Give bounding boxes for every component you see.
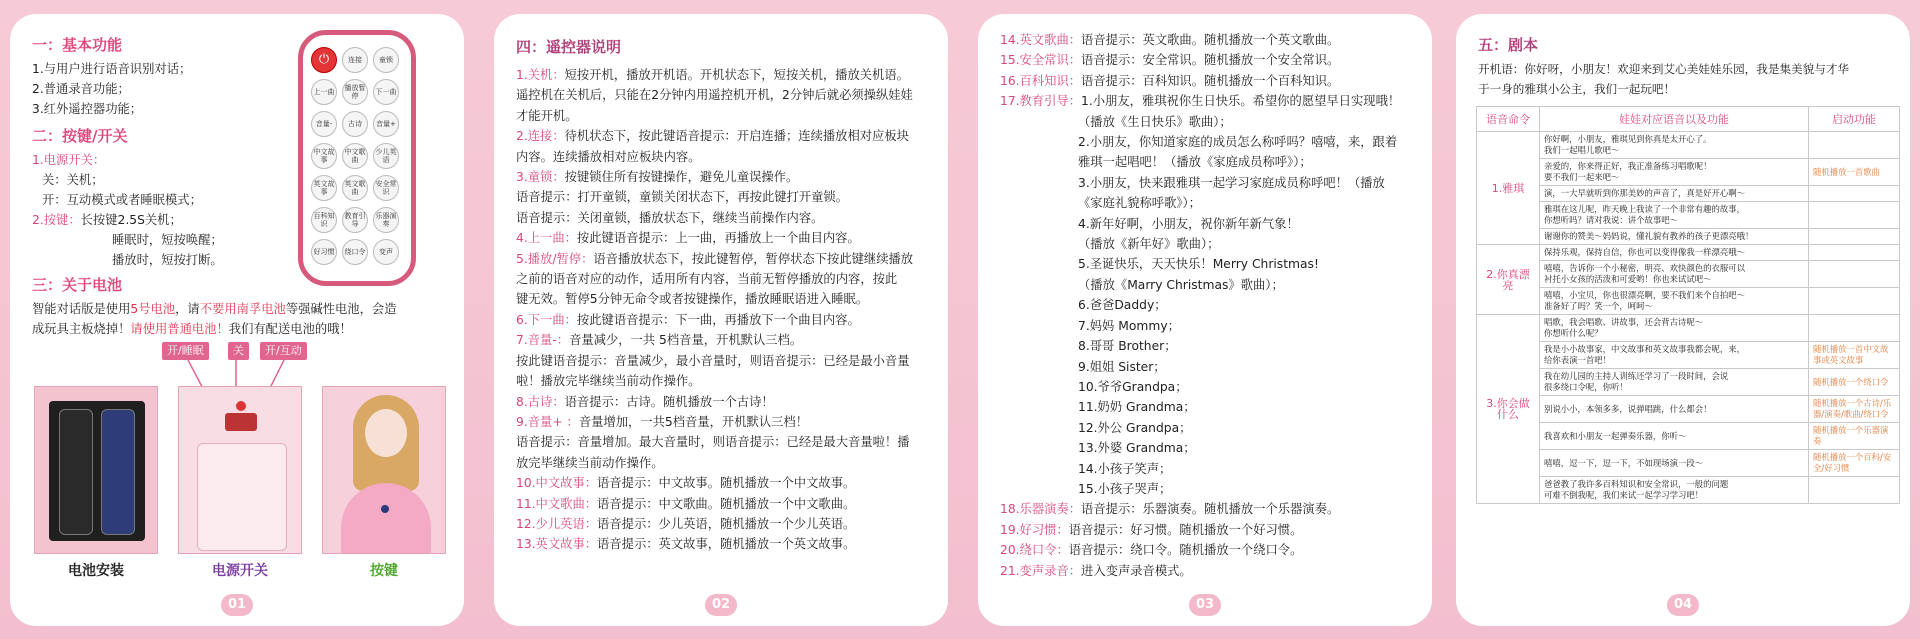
caption-battery-install: 电池安装 xyxy=(68,563,124,579)
instruction-line: 按此键语音提示：音量减少，最小音量时，则语音提示：已经是最小音量 xyxy=(516,353,910,368)
table-row xyxy=(1477,159,1900,186)
doll-response-cell: 保持乐观，保持自信，你也可以变得像我一样漂亮哦～ xyxy=(1540,245,1809,261)
instruction-line: 15.小孩子哭声； xyxy=(1078,481,1172,496)
page-number: 01 xyxy=(221,594,253,616)
remote-button: 安全常识 xyxy=(373,175,399,201)
remote-instructions-continued xyxy=(1000,30,1414,581)
power-off-desc: 关：关机； xyxy=(42,173,104,187)
instruction-line: 21.变声录音：进入变声录音模式。 xyxy=(1000,563,1192,578)
startup-intro-line: 于一身的雅琪小公主，我们一起玩吧！ xyxy=(1478,82,1676,96)
function-cell xyxy=(1809,245,1900,261)
startup-intro-line: 开机语：你好呀，小朋友！欢迎来到艾心美娃娃乐园，我是集美貌与才华 xyxy=(1478,62,1850,76)
instruction-line: 3.小朋友，快来跟雅琪一起学习家庭成员称呼吧！（播放 xyxy=(1078,175,1385,190)
page-2 xyxy=(494,14,948,626)
table-row xyxy=(1477,245,1900,261)
page-number: 02 xyxy=(705,594,737,616)
instruction-line: 16.百科知识：语音提示：百科知识。随机播放一个百科知识。 xyxy=(1000,73,1340,88)
battery-install-photo xyxy=(34,386,158,554)
function-cell: 随机播放一首歌曲 xyxy=(1809,159,1900,186)
function-cell xyxy=(1809,477,1900,504)
remote-button: 英文故事 xyxy=(311,175,337,201)
instruction-line: 7.音量-：音量减少，一共 5档音量，开机默认三档。 xyxy=(516,333,803,348)
doll-key-photo xyxy=(322,386,446,554)
basic-item: 3.红外遥控器功能； xyxy=(32,102,143,116)
remote-button: 好习惯 xyxy=(311,239,337,265)
heading-basic-functions: 一：基本功能 xyxy=(32,36,123,54)
function-cell xyxy=(1809,132,1900,159)
instruction-line: 雅琪一起唱吧！（播放《家庭成员称呼》）； xyxy=(1078,155,1312,170)
remote-button: 少儿英语 xyxy=(373,143,399,169)
page-number: 04 xyxy=(1667,594,1699,616)
remote-button: 播放暂停 xyxy=(342,79,368,105)
table-row xyxy=(1477,423,1900,450)
instruction-line: 2.小朋友，你知道家庭的成员怎么称呼吗？嘻嘻，来，跟着 xyxy=(1078,135,1398,150)
label-on-sleep: 开/睡眠 xyxy=(162,342,209,360)
instruction-line: 9.姐姐 Sister； xyxy=(1078,359,1166,374)
remote-button: 百科知识 xyxy=(311,207,337,233)
key-desc-3: 播放时，短按打断。 xyxy=(112,253,223,267)
doll-response-cell: 我是小小故事家，中文故事和英文故事我都会呢，来， 给你表演一首吧！ xyxy=(1540,342,1809,369)
table-row xyxy=(1477,450,1900,477)
key-desc-2: 睡眠时，短按唤醒； xyxy=(112,233,223,247)
instruction-line: 9.音量+ ：音量增加，一共5档音量，开机默认三档！ xyxy=(516,414,809,429)
instruction-line: （播放《新年好》歌曲）； xyxy=(1078,237,1220,252)
doll-response-cell: 谢谢你的赞美～妈妈说，懂礼貌有教养的孩子更漂亮哦！ xyxy=(1540,229,1809,245)
remote-button: 上一曲 xyxy=(311,79,337,105)
table-row xyxy=(1477,396,1900,423)
instruction-line: 5.播放/暂停：语音播放状态下，按此键暂停，暂停状态下按此键继续播放 xyxy=(516,251,914,266)
column-header: 启动功能 xyxy=(1809,107,1900,132)
instruction-line: 4.上一曲：按此键语音提示：上一曲，再播放上一个曲目内容。 xyxy=(516,231,860,246)
instruction-line: 6.爸爸Daddy； xyxy=(1078,298,1167,313)
instruction-line: 语音提示：关闭童锁，播放状态下，继续当前操作内容。 xyxy=(516,210,824,225)
script-table xyxy=(1476,106,1900,504)
instruction-line: 5.圣诞快乐，天天快乐！Merry Christmas! xyxy=(1078,257,1319,272)
function-cell xyxy=(1809,186,1900,202)
basic-item: 1.与用户进行语音识别对话； xyxy=(32,62,192,76)
doll-response-cell: 别说小小，本领多多，说弹唱跳，什么都会！ xyxy=(1540,396,1809,423)
page-1 xyxy=(10,14,464,626)
voice-command-cell: 3.你会做什么 xyxy=(1477,315,1540,504)
function-cell: 随机播放一个绕口令 xyxy=(1809,369,1900,396)
table-row xyxy=(1477,261,1900,288)
heading-keys-switch: 二：按键/开关 xyxy=(32,127,128,145)
remote-button: 童锁 xyxy=(373,47,399,73)
doll-response-cell: 你好啊，小朋友，雅琪见到你真是太开心了。 我们一起唱儿歌吧～ xyxy=(1540,132,1809,159)
instruction-line: 18.乐器演奏：语音提示：乐器演奏。随机播放一个乐器演奏。 xyxy=(1000,502,1340,517)
remote-button: 中文歌曲 xyxy=(342,143,368,169)
doll-response-cell: 我在幼儿园的主持人训练还学习了一段时间，会说 很多绕口令呢，你听！ xyxy=(1540,369,1809,396)
function-cell: 随机播放一首中文故事或英文故事 xyxy=(1809,342,1900,369)
power-on-desc: 开：互动模式或者睡眠模式； xyxy=(42,193,202,207)
doll-response-cell: 雅琪在这儿呢，昨天晚上我读了一个非常有趣的故事， 你想听吗？请对我说：讲个故事吧～ xyxy=(1540,202,1809,229)
doll-response-cell: 演，一大早就听到你那美妙的声音了，真是好开心啊～ xyxy=(1540,186,1809,202)
remote-button: 音量+ xyxy=(373,111,399,137)
instruction-line: 10.爷爷Grandpa； xyxy=(1078,379,1188,394)
remote-button: 古诗 xyxy=(342,111,368,137)
doll-response-cell: 唱歌，我会唱歌、讲故事，还会背古诗呢～ 你想听什么呢？ xyxy=(1540,315,1809,342)
remote-button: 下一曲 xyxy=(373,79,399,105)
heading-battery: 三：关于电池 xyxy=(32,276,123,294)
instruction-line: 3.童锁：按键锁住所有按键操作，避免儿童误操作。 xyxy=(516,170,799,185)
function-cell xyxy=(1809,261,1900,288)
remote-button: 音量- xyxy=(311,111,337,137)
table-row xyxy=(1477,342,1900,369)
table-row xyxy=(1477,202,1900,229)
remote-button: 连接 xyxy=(342,47,368,73)
instruction-line: 8.哥哥 Brother； xyxy=(1078,339,1177,354)
label-on-interactive: 开/互动 xyxy=(260,342,307,360)
instruction-line: 之前的语音对应的动作，适用所有内容，当前无暂停播放的内容，按此 xyxy=(516,272,898,287)
voice-command-cell: 1.雅琪 xyxy=(1477,132,1540,245)
function-cell: 随机播放一个乐器演奏 xyxy=(1809,423,1900,450)
voice-command-cell: 2.你真漂亮 xyxy=(1477,245,1540,315)
table-row xyxy=(1477,369,1900,396)
instruction-line: 12.外公 Grandpa； xyxy=(1078,420,1192,435)
power-icon: ⏻ xyxy=(311,47,337,73)
instruction-line: 19.好习惯：语音提示：好习惯。随机播放一个好习惯。 xyxy=(1000,522,1303,537)
table-row xyxy=(1477,229,1900,245)
instruction-line: 13.外婆 Grandma； xyxy=(1078,441,1196,456)
instruction-line: 才能开机。 xyxy=(516,108,578,123)
caption-key: 按键 xyxy=(370,563,398,579)
table-row xyxy=(1477,477,1900,504)
page-3 xyxy=(978,14,1432,626)
page-4 xyxy=(1456,14,1910,626)
table-row xyxy=(1477,132,1900,159)
function-cell xyxy=(1809,288,1900,315)
instruction-line: 内容。连续播放相对应板块内容。 xyxy=(516,149,701,164)
remote-instructions-list xyxy=(516,65,930,555)
table-row xyxy=(1477,315,1900,342)
power-switch-title: 1.电源开关： xyxy=(32,153,106,167)
instruction-line: 11.奶奶 Grandma； xyxy=(1078,400,1196,415)
instruction-line: （播放《生日快乐》歌曲）； xyxy=(1078,114,1232,129)
instruction-line: 4.新年好啊，小朋友，祝你新年新气象！ xyxy=(1078,216,1299,231)
label-off: 关 xyxy=(228,342,249,360)
function-cell xyxy=(1809,315,1900,342)
instruction-line: 7.妈妈 Mommy； xyxy=(1078,318,1180,333)
instruction-line: 13.英文故事：语音提示：英文故事，随机播放一个英文故事。 xyxy=(516,537,856,552)
remote-button: 变声 xyxy=(373,239,399,265)
instruction-line: （播放《Marry Christmas》歌曲）； xyxy=(1078,277,1284,292)
power-switch-photo xyxy=(178,386,302,554)
key-desc-1: 长按键2.5S关机； xyxy=(80,213,182,227)
key-label: 2.按键： xyxy=(32,213,81,227)
remote-button: 绕口令 xyxy=(342,239,368,265)
function-cell xyxy=(1809,229,1900,245)
instruction-line: 语音提示：音量增加。最大音量时，则语音提示：已经是最大音量啦！播 xyxy=(516,435,910,450)
instruction-line: 17.教育引导：1.小朋友，雅琪祝你生日快乐。希望你的愿望早日实现哦！ xyxy=(1000,94,1401,109)
table-row xyxy=(1477,186,1900,202)
remote-button: 乐器演奏 xyxy=(373,207,399,233)
column-header: 娃娃对应语音以及功能 xyxy=(1540,107,1809,132)
instruction-line: 20.绕口令：语音提示：绕口令。随机播放一个绕口令。 xyxy=(1000,543,1303,558)
doll-response-cell: 嘻嘻，小宝贝，你也很漂亮啊，要不我们来个自拍吧～ 准备好了吗？笑一个，呵呵～ xyxy=(1540,288,1809,315)
instruction-line: 11.中文歌曲：语音提示：中文歌曲。随机播放一个中文歌曲。 xyxy=(516,496,856,511)
battery-line-2: 成玩具主板烧掉！请使用普通电池！我们有配送电池的哦！ xyxy=(32,322,352,336)
remote-button: 英文歌曲 xyxy=(342,175,368,201)
instruction-line: 遥控机在关机后，只能在2分钟内用遥控机开机，2分钟后就必须操纵娃娃 xyxy=(516,88,913,103)
doll-response-cell: 爸爸教了我许多百科知识和安全常识，一般的问题 可难不倒我呢，我们来试一起学习学习吧！ xyxy=(1540,477,1809,504)
instruction-line: 10.中文故事：语音提示：中文故事。随机播放一个中文故事。 xyxy=(516,476,856,491)
function-cell xyxy=(1809,202,1900,229)
doll-response-cell: 嘻嘻，逗一下，逗一下，不如现场演一段～ xyxy=(1540,450,1809,477)
instruction-line: 8.古诗：语音提示：古诗。随机播放一个古诗！ xyxy=(516,394,774,409)
instruction-line: 放完毕继续当前动作操作。 xyxy=(516,455,664,470)
script-title: 五：剧本 xyxy=(1478,36,1539,54)
doll-response-cell: 我喜欢和小朋友一起弹奏乐器，你听～ xyxy=(1540,423,1809,450)
function-cell: 随机播放一个百科/安全/好习惯 xyxy=(1809,450,1900,477)
table-row xyxy=(1477,288,1900,315)
battery-line-1: 智能对话版是使用5号电池，请不要用南孚电池等强碱性电池，会造 xyxy=(32,302,397,316)
instruction-line: 12.少儿英语：语音提示：少儿英语，随机播放一个少儿英语。 xyxy=(516,516,856,531)
remote-instructions-title: 四：遥控器说明 xyxy=(516,38,622,56)
instruction-line: 语音提示：打开童锁，童锁关闭状态下，再按此键打开童锁。 xyxy=(516,190,849,205)
instruction-line: 《家庭礼貌称呼歌》）； xyxy=(1078,196,1201,211)
doll-response-cell: 亲爱的，你来得正好，我正准备练习唱歌呢！ 要不我们一起来吧～ xyxy=(1540,159,1809,186)
instruction-line: 6.下一曲：按此键语音提示：下一曲，再播放下一个曲目内容。 xyxy=(516,312,860,327)
caption-power-switch: 电源开关 xyxy=(212,563,268,579)
instruction-line: 14.英文歌曲：语音提示：英文歌曲。随机播放一个英文歌曲。 xyxy=(1000,33,1340,47)
instruction-line: 1.关机：短按开机，播放开机语。开机状态下，短按关机，播放关机语。 xyxy=(516,68,909,82)
column-header: 语音命令 xyxy=(1477,107,1540,132)
function-cell: 随机播放一个古诗/乐器/演奏/歌曲/绕口令 xyxy=(1809,396,1900,423)
remote-button: 教育引导 xyxy=(342,207,368,233)
remote-button: 中文故事 xyxy=(311,143,337,169)
instruction-line: 15.安全常识：语音提示：安全常识。随机播放一个安全常识。 xyxy=(1000,53,1340,68)
instruction-line: 啦！播放完毕继续当前动作操作。 xyxy=(516,374,701,389)
doll-response-cell: 嘻嘻，告诉你一个小秘密，明亮、欢快颜色的衣服可以 衬托小女孩的活泼和可爱哟！你也来试试吧～ xyxy=(1540,261,1809,288)
table-header-row xyxy=(1477,107,1900,132)
instruction-line: 键无效。暂停5分钟无命令或者按键操作，播放睡眠语进入睡眠。 xyxy=(516,292,869,307)
instruction-line: 2.连接：待机状态下，按此键语音提示：开启连播；连续播放相对应板块 xyxy=(516,129,909,144)
basic-item: 2.普通录音功能； xyxy=(32,82,130,96)
remote-control-illustration xyxy=(298,30,416,286)
instruction-line: 14.小孩子笑声； xyxy=(1078,461,1172,476)
page-number: 03 xyxy=(1189,594,1221,616)
